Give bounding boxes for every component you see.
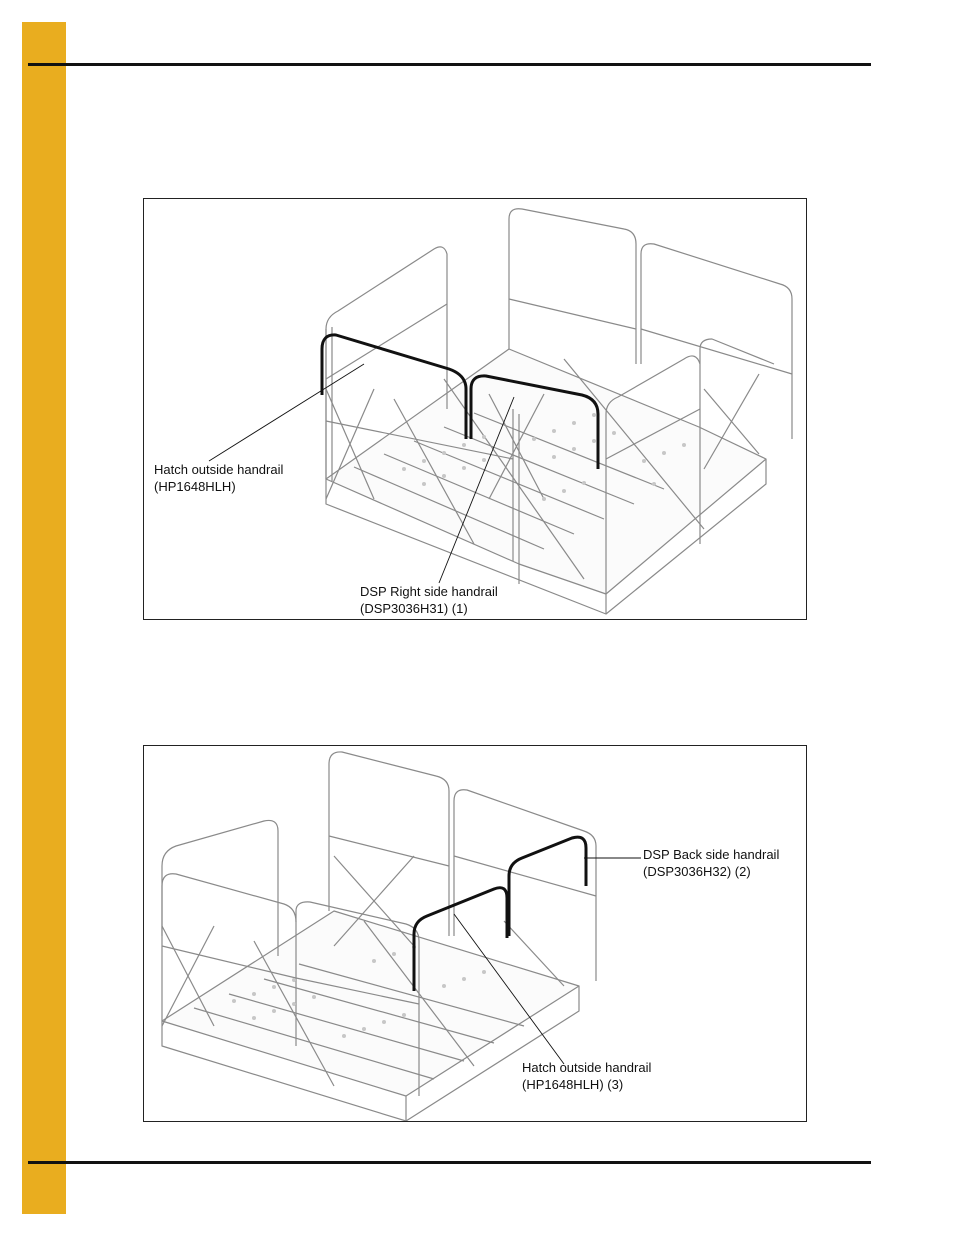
figure-platform-right-handrail xyxy=(143,198,807,620)
callout-line-1: DSP Back side handrail xyxy=(643,847,780,862)
figure-platform-back-handrail xyxy=(143,745,807,1122)
footer-rule xyxy=(28,1161,871,1164)
callout-dsp-back-side-handrail xyxy=(643,846,779,880)
platform-drawing-2 xyxy=(144,746,806,1121)
callout-hatch-outside-handrail xyxy=(154,461,283,495)
callout-line-2: (DSP3036H32) (2) xyxy=(643,864,751,879)
page-color-tab xyxy=(22,22,66,1214)
callout-dsp-right-side-handrail xyxy=(360,583,498,617)
callout-line-2: (DSP3036H31) (1) xyxy=(360,601,468,616)
callout-line-2: (HP1648HLH) (3) xyxy=(522,1077,624,1092)
callout-hatch-outside-handrail-3 xyxy=(522,1059,651,1093)
callout-line-1: Hatch outside handrail xyxy=(154,462,284,477)
dsp-back-side-handrail-highlight xyxy=(509,837,586,936)
callout-line-1: DSP Right side handrail xyxy=(360,584,498,599)
callout-line-2: (HP1648HLH) xyxy=(154,479,236,494)
callout-line-1: Hatch outside handrail xyxy=(522,1060,652,1075)
header-rule xyxy=(28,63,871,66)
platform-drawing-1 xyxy=(144,199,806,619)
